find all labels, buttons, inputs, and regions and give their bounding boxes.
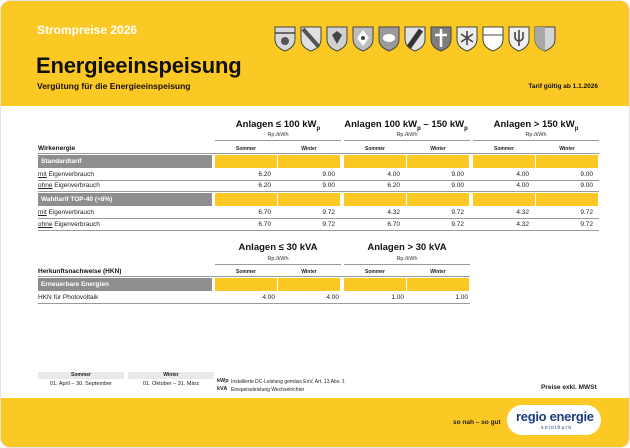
divider [38, 276, 470, 277]
footer-band [1, 398, 630, 448]
tariff-valid-date: Tarif gültig ab 1.1.2026 [528, 83, 598, 90]
value-cell: 9.72 [451, 221, 464, 228]
section-title-hkn: Herkunftsnachweise (HKN) [38, 268, 122, 275]
value-cell: 4.00 [516, 182, 529, 189]
value-cell: 9.72 [322, 221, 335, 228]
col-header-summer: Sommer [364, 146, 385, 152]
note-code: kVA [217, 386, 228, 392]
value-cell: 9.72 [580, 209, 593, 216]
row-label: HKN für Photovoltaik [38, 294, 99, 301]
row-label: mit Eigenverbrauch [38, 171, 95, 178]
value-cell: 9.00 [580, 171, 593, 178]
section-title-wirkenergie: Wirkenergie [38, 145, 76, 152]
group-header-upto-30kva: Anlagen ≤ 30 kVA [238, 242, 318, 253]
col-header-summer: Sommer [493, 146, 514, 152]
note-text: Einspeiseleistung Wechselrichter [231, 387, 305, 393]
value-cell: 1.00 [455, 294, 468, 301]
value-cell: 9.00 [322, 171, 335, 178]
value-cell: 9.72 [580, 221, 593, 228]
group-header-over-30kva: Anlagen > 30 kVA [367, 242, 447, 253]
page-subtitle: Vergütung für die Energieeinspeisung [37, 81, 191, 91]
value-cell: 4.00 [516, 171, 529, 178]
block-title-erneuerbare: Erneuerbare Energien [38, 278, 212, 291]
value-cell: 9.00 [451, 182, 464, 189]
value-cell: 6.70 [258, 221, 271, 228]
value-cell: 6.70 [258, 209, 271, 216]
group-header-upto-100kw: Anlagen ≤ 100 $kW_p$ [235, 119, 321, 132]
col-header-summer: Sommer [235, 269, 256, 275]
season-header-winter: Winter [128, 372, 214, 379]
note-code: kWp [217, 378, 229, 384]
col-header-winter: Winter [301, 146, 317, 152]
highlight-cell [215, 278, 277, 291]
unit-label: Rp./kWh [525, 132, 547, 138]
value-cell: 9.72 [451, 209, 464, 216]
highlight-cell [278, 278, 340, 291]
block-title-standardtarif: Standardtarif [38, 155, 212, 168]
col-header-summer: Sommer [364, 269, 385, 275]
value-cell: 4.00 [387, 171, 400, 178]
value-cell: 4.00 [262, 294, 275, 301]
unit-label: Rp./kWh [267, 256, 289, 262]
value-cell: 4.00 [326, 294, 339, 301]
highlight-cell [344, 278, 406, 291]
value-cell: 6.20 [258, 182, 271, 189]
value-cell: 4.32 [387, 209, 400, 216]
note-text: Installierte DC-Leistung gemäss EnV, Art. 13 Abs. 1 [231, 379, 345, 385]
prices-excl-vat: Preise exkl. MWSt [541, 384, 597, 391]
unit-label: Rp./kWh [396, 132, 418, 138]
row-label: mit Eigenverbrauch [38, 209, 95, 216]
season-period-winter: 01. Oktober – 31. März [142, 381, 200, 387]
unit-label: Rp./kWh [396, 256, 418, 262]
col-header-summer: Sommer [235, 146, 256, 152]
regio-energie-logo [507, 405, 601, 435]
divider [215, 264, 341, 265]
value-cell: 4.32 [516, 221, 529, 228]
highlight-cell [407, 278, 469, 291]
group-header-over-150kw: Anlagen > 150 $kW_p$ [493, 119, 579, 132]
divider [344, 264, 470, 265]
header-tag: Strompreise 2026 [37, 23, 138, 37]
divider [38, 303, 470, 304]
value-cell: 9.72 [322, 209, 335, 216]
unit-label: Rp./kWh [267, 132, 289, 138]
value-cell: 1.00 [391, 294, 404, 301]
block-title-wahltarif: Wahltarif TOP-40 (+8%) [38, 193, 212, 206]
col-header-winter: Winter [430, 269, 446, 275]
row-label: ohne Eigenverbrauch [38, 221, 100, 228]
value-cell: 9.00 [322, 182, 335, 189]
col-header-winter: Winter [430, 146, 446, 152]
page-title: Energieeinspeisung [36, 53, 242, 78]
value-cell: 4.32 [516, 209, 529, 216]
value-cell: 6.20 [258, 171, 271, 178]
col-header-winter: Winter [559, 146, 575, 152]
logo-wordmark: regio energie [516, 409, 594, 424]
value-cell: 6.20 [387, 182, 400, 189]
slogan: so nah – so gut [453, 419, 501, 426]
group-header-100-150kw: Anlagen 100 $kW_p - 150$ $kW_p$ [344, 119, 468, 132]
season-header-summer: Sommer [38, 372, 124, 379]
logo-subline: solothurn [541, 425, 573, 431]
row-label: ohne Eigenverbrauch [38, 182, 100, 189]
value-cell: 9.00 [451, 171, 464, 178]
value-cell: 6.70 [387, 221, 400, 228]
value-cell: 9.00 [580, 182, 593, 189]
season-period-summer: 01. April – 30. September [49, 381, 113, 387]
col-header-winter: Winter [301, 269, 317, 275]
